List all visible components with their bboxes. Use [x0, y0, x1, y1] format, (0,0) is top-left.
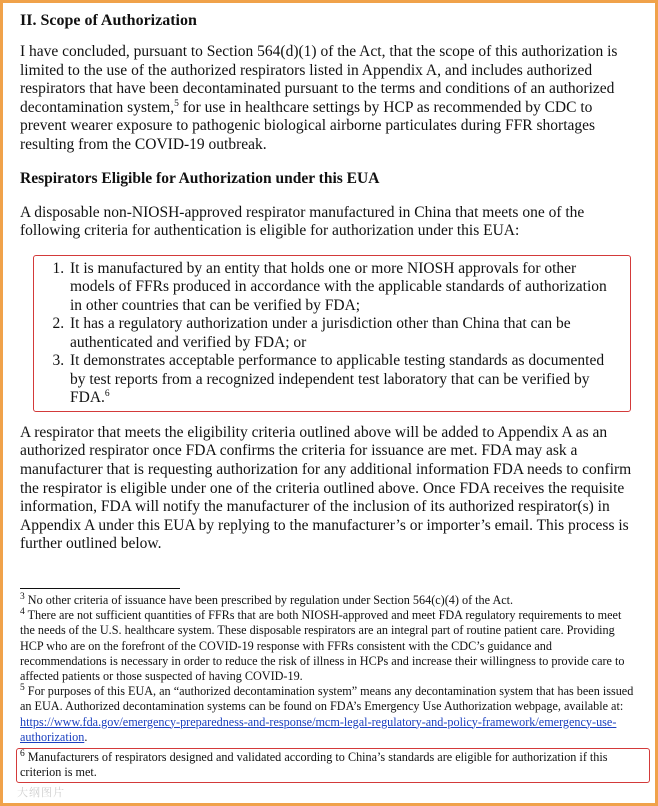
footnote-ref-5[interactable]: 5: [174, 98, 179, 109]
watermark: 大纲图片: [17, 786, 65, 799]
fda-eua-link[interactable]: https://www.fda.gov/emergency-preparedness-and-response/mcm-legal-regulatory-and-policy-framework/emergency-use-authorization: [20, 714, 617, 744]
footnote-3: $^3$ No other criteria of issuance have been prescribed by regulation under Section 564(c)(4) of the Act.: [20, 591, 514, 607]
intro-text-cont: for use in healthcare settings by HCP as recommended by CDC to prevent wearer exposure to pathogenic biological airborne particulates during FFR shortages resulting from the COVID-19 outbreak.: [20, 98, 596, 153]
footnote-4: $^4$ There are not sufficient quantities of FFRs that are both NIOSH-approved and meet FDA regulatory requirements to meet the needs of the U.S. healthcare system. These disposable respirators are an integral part of routine patient care. Providing HCP who are on the forefront of the COVID-19 response with FFRs consistent with the CDC’s guidance and recommendations is necessary in order to reduce the risk of illness in HCPs and increase their willingness to provide care to affected patients or those suspected of having COVID-19.: [20, 607, 625, 683]
criteria-intro: A disposable non-NIOSH-approved respirator manufactured in China that meets one of the following criteria for authentication is eligible for authorization under this EUA:: [20, 203, 585, 240]
footnote-6-highlight-box: [16, 748, 650, 783]
footnote-5: $^5$ For purposes of this EUA, an “authorized decontamination system” means any decontamination system that has been issued an EUA. Authorized decontamination systems can be found on FDA’s Emergency Use Authorization webpage, available at: https://www.fda.gov/emergency-preparedness-and-response/mcm-legal-regulatory-and-policy-framework/emergency-use-authorization.: [20, 683, 634, 744]
footnote-6: $^6$ Manufacturers of respirators designed and validated according to China’s standards are eligible for authorization if this criterion is met.: [20, 748, 608, 780]
criteria-highlight-box: [33, 255, 631, 412]
criteria-item-2: 2. It has a regulatory authorization under a jurisdiction other than China that can be authenticated and verified by FDA; or: [68, 315, 622, 352]
section-title: II. Scope of Authorization: [20, 12, 197, 29]
footnote-divider: [20, 588, 180, 589]
criteria-item-3: 3. It demonstrates acceptable performance to applicable testing standards as documented by test reports from a recognized independent test laboratory that can be verified by FDA.$^6$: [68, 352, 622, 408]
criteria-list: [40, 260, 622, 408]
intro-text: I have concluded, pursuant to Section 564(d)(1) of the Act, that the scope of this authorization is limited to the use of the authorized respirators listed in Appendix A, and includes authorized respirators that have been decontaminated pursuant to the terms and conditions of an authorized decontamination system,: [20, 43, 618, 116]
subheading: Respirators Eligible for Authorization under this EUA: [20, 169, 380, 187]
closing-paragraph: A respirator that meets the eligibility criteria outlined above will be added to Appendix A as an authorized respirator once FDA confirms the criteria for issuance are met. FDA may ask a manufacturer that is requesting authorization for any additional information FDA needs to confirm the respirator is eligible under one of the criteria outlined above. Once FDA receives the requisite information, FDA will notify the manufacturer of the inclusion of its authorized respirator(s) in Appendix A under this EUA by replying to the manufacturer’s or importer’s email. This process is further outlined below.: [20, 423, 632, 553]
footnote-ref-6[interactable]: 6: [104, 389, 110, 400]
criteria-item-1: 1. It is manufactured by an entity that holds one or more NIOSH approvals for other models of FFRs produced in accordance with the applicable standards of authorization in other countries that can be verified by FDA;: [68, 260, 622, 316]
intro-paragraph: [20, 43, 639, 155]
